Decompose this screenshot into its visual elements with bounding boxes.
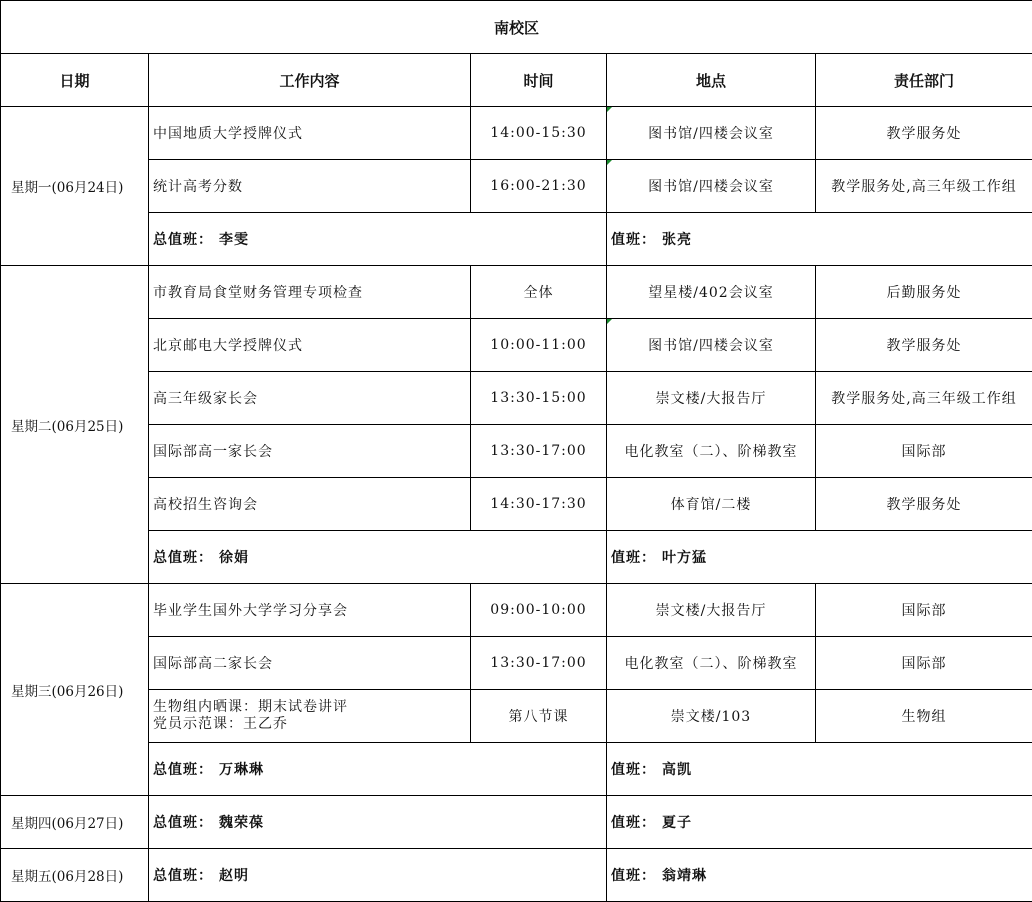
general-duty [149, 849, 607, 902]
work-dept: 后勤服务处 [816, 266, 1032, 319]
work-time: 10:00-11:00 [471, 319, 607, 372]
work-dept: 生物组 [816, 690, 1032, 743]
on-call [607, 796, 1032, 849]
general-duty [149, 743, 607, 796]
work-place: 图书馆/四楼会议室 [607, 107, 816, 160]
general-duty-label: 总值班： [153, 762, 213, 778]
general-duty-label: 总值班： [153, 815, 213, 831]
work-place: 电化教室（二）、阶梯教室 [607, 425, 816, 478]
duty-row [1, 531, 1032, 584]
general-duty-name: 魏荣葆 [219, 815, 264, 831]
table-row [1, 478, 1032, 531]
work-dept: 国际部 [816, 584, 1032, 637]
work-content: 中国地质大学授牌仪式 [149, 107, 471, 160]
on-call-name: 张亮 [662, 232, 692, 248]
work-content: 国际部高一家长会 [149, 425, 471, 478]
general-duty [149, 796, 607, 849]
work-dept: 教学服务处 [816, 478, 1032, 531]
day-date: 星期五(06月28日) [1, 849, 149, 902]
header-date: 日期 [1, 54, 149, 107]
work-time: 14:30-17:30 [471, 478, 607, 531]
work-dept: 教学服务处,高三年级工作组 [816, 372, 1032, 425]
general-duty-name: 李雯 [219, 232, 249, 248]
header-dept: 责任部门 [816, 54, 1032, 107]
on-call-label: 值班： [611, 550, 656, 566]
work-content: 市教育局食堂财务管理专项检查 [149, 266, 471, 319]
work-time: 第八节课 [471, 690, 607, 743]
work-content: 北京邮电大学授牌仪式 [149, 319, 471, 372]
on-call-label: 值班： [611, 762, 656, 778]
table-row [1, 425, 1032, 478]
work-time: 13:30-15:00 [471, 372, 607, 425]
work-content-line: 党员示范课：王乙乔 [153, 716, 288, 732]
work-content-line: 生物组内晒课：期末试卷讲评 [153, 699, 348, 715]
table-row [1, 372, 1032, 425]
header-place: 地点 [607, 54, 816, 107]
general-duty-name: 万琳琳 [219, 762, 264, 778]
general-duty [149, 213, 607, 266]
work-content: 高校招生咨询会 [149, 478, 471, 531]
on-call-name: 翁靖琳 [662, 868, 707, 884]
work-time: 09:00-10:00 [471, 584, 607, 637]
table-row [1, 107, 1032, 160]
duty-row [1, 849, 1032, 902]
on-call-name: 叶方猛 [662, 550, 707, 566]
general-duty-name: 徐娟 [219, 550, 249, 566]
header-row [1, 54, 1032, 107]
work-dept: 教学服务处,高三年级工作组 [816, 160, 1032, 213]
day-date: 星期四(06月27日) [1, 796, 149, 849]
work-content: 国际部高二家长会 [149, 637, 471, 690]
table-row [1, 160, 1032, 213]
work-dept: 国际部 [816, 425, 1032, 478]
work-place: 崇文楼/大报告厅 [607, 584, 816, 637]
work-time: 16:00-21:30 [471, 160, 607, 213]
work-content [149, 690, 471, 743]
work-place: 崇文楼/103 [607, 690, 816, 743]
on-call [607, 531, 1032, 584]
day-date: 星期一(06月24日) [1, 107, 149, 266]
general-duty [149, 531, 607, 584]
work-place: 电化教室（二）、阶梯教室 [607, 637, 816, 690]
on-call [607, 213, 1032, 266]
table-row [1, 266, 1032, 319]
table-row [1, 637, 1032, 690]
table-row [1, 319, 1032, 372]
on-call [607, 743, 1032, 796]
duty-row [1, 796, 1032, 849]
on-call-label: 值班： [611, 868, 656, 884]
work-place: 图书馆/四楼会议室 [607, 319, 816, 372]
work-place: 望星楼/402会议室 [607, 266, 816, 319]
table-row [1, 584, 1032, 637]
on-call-name: 夏子 [662, 815, 692, 831]
work-place: 图书馆/四楼会议室 [607, 160, 816, 213]
header-content: 工作内容 [149, 54, 471, 107]
on-call [607, 849, 1032, 902]
work-content: 统计高考分数 [149, 160, 471, 213]
work-content: 高三年级家长会 [149, 372, 471, 425]
day-date: 星期三(06月26日) [1, 584, 149, 796]
table-title: 南校区 [1, 1, 1032, 54]
work-time: 13:30-17:00 [471, 637, 607, 690]
work-time: 14:00-15:30 [471, 107, 607, 160]
general-duty-label: 总值班： [153, 550, 213, 566]
work-dept: 教学服务处 [816, 107, 1032, 160]
general-duty-label: 总值班： [153, 232, 213, 248]
work-place: 体育馆/二楼 [607, 478, 816, 531]
work-content: 毕业学生国外大学学习分享会 [149, 584, 471, 637]
general-duty-name: 赵明 [219, 868, 249, 884]
duty-row [1, 213, 1032, 266]
on-call-label: 值班： [611, 815, 656, 831]
work-place: 崇文楼/大报告厅 [607, 372, 816, 425]
general-duty-label: 总值班： [153, 868, 213, 884]
day-date: 星期二(06月25日) [1, 266, 149, 584]
on-call-label: 值班： [611, 232, 656, 248]
on-call-name: 高凯 [662, 762, 692, 778]
work-time: 13:30-17:00 [471, 425, 607, 478]
duty-row [1, 743, 1032, 796]
table-row [1, 690, 1032, 743]
work-time: 全体 [471, 266, 607, 319]
work-dept: 教学服务处 [816, 319, 1032, 372]
header-time: 时间 [471, 54, 607, 107]
work-dept: 国际部 [816, 637, 1032, 690]
